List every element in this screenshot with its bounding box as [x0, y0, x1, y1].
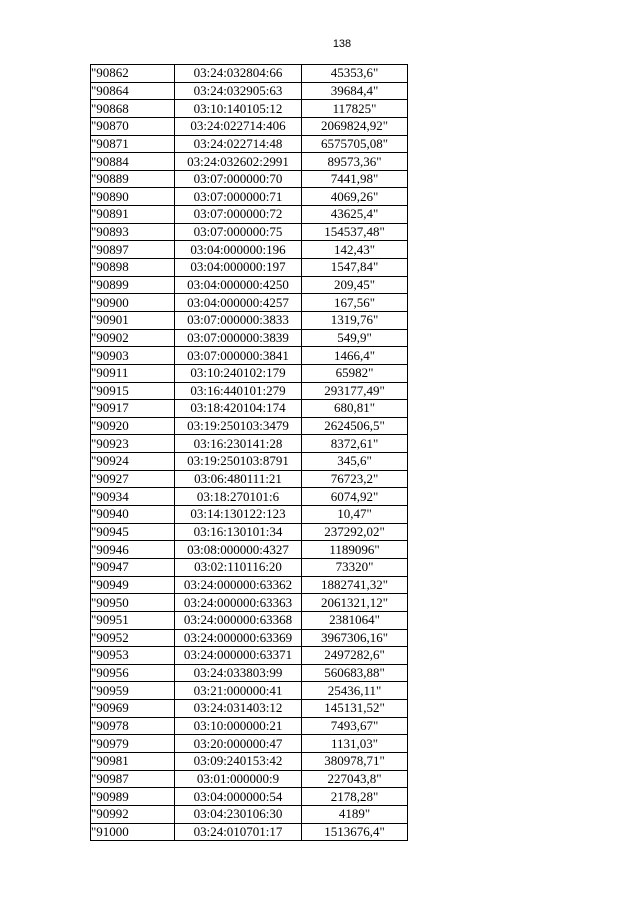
cadastral-number-cell: 03:16:230141:28	[175, 435, 302, 453]
cadastral-number-cell: 03:24:032905:63	[175, 82, 302, 100]
value-cell: 345,6"	[302, 453, 408, 471]
record-number-cell: "90871	[91, 135, 175, 153]
record-number-cell: "90952	[91, 629, 175, 647]
table-row	[91, 788, 408, 806]
record-number-cell: "90890	[91, 188, 175, 206]
table-row	[91, 752, 408, 770]
table-row	[91, 223, 408, 241]
record-number-cell: "90989	[91, 788, 175, 806]
table-row	[91, 700, 408, 718]
table-row	[91, 770, 408, 788]
cadastral-number-cell: 03:24:000000:63369	[175, 629, 302, 647]
table-row	[91, 364, 408, 382]
record-number-cell: "90947	[91, 558, 175, 576]
value-cell: 10,47"	[302, 506, 408, 524]
record-number-cell: "90870	[91, 117, 175, 135]
cadastral-number-cell: 03:24:000000:63363	[175, 594, 302, 612]
cadastral-number-cell: 03:04:000000:196	[175, 241, 302, 259]
record-number-cell: "90901	[91, 311, 175, 329]
value-cell: 1319,76"	[302, 311, 408, 329]
value-cell: 2624506,5"	[302, 417, 408, 435]
value-cell: 1131,03"	[302, 735, 408, 753]
record-number-cell: "90953	[91, 647, 175, 665]
table-row	[91, 629, 408, 647]
value-cell: 1547,84"	[302, 259, 408, 277]
cadastral-number-cell: 03:10:000000:21	[175, 717, 302, 735]
record-number-cell: "90862	[91, 65, 175, 83]
record-number-cell: "90911	[91, 364, 175, 382]
page-number: 138	[332, 38, 352, 50]
record-number-cell: "90864	[91, 82, 175, 100]
record-number-cell: "90915	[91, 382, 175, 400]
table-row	[91, 153, 408, 171]
cadastral-number-cell: 03:16:440101:279	[175, 382, 302, 400]
table-row	[91, 558, 408, 576]
table-row	[91, 100, 408, 118]
table-row	[91, 470, 408, 488]
cadastral-number-cell: 03:24:032804:66	[175, 65, 302, 83]
record-number-cell: "90924	[91, 453, 175, 471]
value-cell: 145131,52"	[302, 700, 408, 718]
value-cell: 2497282,6"	[302, 647, 408, 665]
value-cell: 549,9"	[302, 329, 408, 347]
table-row	[91, 682, 408, 700]
cadastral-number-cell: 03:10:140105:12	[175, 100, 302, 118]
table-row	[91, 329, 408, 347]
table-row	[91, 82, 408, 100]
record-number-cell: "90891	[91, 206, 175, 224]
value-cell: 380978,71"	[302, 752, 408, 770]
cadastral-number-cell: 03:09:240153:42	[175, 752, 302, 770]
value-cell: 89573,36"	[302, 153, 408, 171]
record-number-cell: "90992	[91, 805, 175, 823]
record-number-cell: "90981	[91, 752, 175, 770]
table-row	[91, 170, 408, 188]
value-cell: 237292,02"	[302, 523, 408, 541]
value-cell: 680,81"	[302, 400, 408, 418]
table-row	[91, 311, 408, 329]
table-row	[91, 576, 408, 594]
record-number-cell: "90868	[91, 100, 175, 118]
cadastral-number-cell: 03:24:032602:2991	[175, 153, 302, 171]
record-number-cell: "90897	[91, 241, 175, 259]
record-number-cell: "90978	[91, 717, 175, 735]
record-number-cell: "90899	[91, 276, 175, 294]
cadastral-number-cell: 03:24:031403:12	[175, 700, 302, 718]
value-cell: 2381064"	[302, 611, 408, 629]
cadastral-number-cell: 03:07:000000:3841	[175, 347, 302, 365]
table-row	[91, 823, 408, 841]
cadastral-number-cell: 03:16:130101:34	[175, 523, 302, 541]
cadastral-number-cell: 03:24:022714:406	[175, 117, 302, 135]
cadastral-number-cell: 03:24:010701:17	[175, 823, 302, 841]
value-cell: 560683,88"	[302, 664, 408, 682]
value-cell: 6074,92"	[302, 488, 408, 506]
cadastral-number-cell: 03:18:270101:6	[175, 488, 302, 506]
value-cell: 65982"	[302, 364, 408, 382]
cadastral-number-cell: 03:04:000000:197	[175, 259, 302, 277]
record-number-cell: "90959	[91, 682, 175, 700]
table-row	[91, 523, 408, 541]
record-number-cell: "90900	[91, 294, 175, 312]
table-row	[91, 541, 408, 559]
record-number-cell: "90917	[91, 400, 175, 418]
cadastral-number-cell: 03:04:230106:30	[175, 805, 302, 823]
table-row	[91, 647, 408, 665]
value-cell: 7441,98"	[302, 170, 408, 188]
record-number-cell: "90969	[91, 700, 175, 718]
value-cell: 2061321,12"	[302, 594, 408, 612]
cadastral-number-cell: 03:24:000000:63371	[175, 647, 302, 665]
cadastral-number-cell: 03:07:000000:72	[175, 206, 302, 224]
table-row	[91, 259, 408, 277]
cadastral-number-cell: 03:19:250103:3479	[175, 417, 302, 435]
value-cell: 1882741,32"	[302, 576, 408, 594]
value-cell: 1189096"	[302, 541, 408, 559]
cadastral-number-cell: 03:18:420104:174	[175, 400, 302, 418]
table-row	[91, 400, 408, 418]
record-number-cell: "90889	[91, 170, 175, 188]
table-row	[91, 717, 408, 735]
record-number-cell: "90923	[91, 435, 175, 453]
value-cell: 39684,4"	[302, 82, 408, 100]
value-cell: 117825"	[302, 100, 408, 118]
cadastral-number-cell: 03:02:110116:20	[175, 558, 302, 576]
record-number-cell: "90940	[91, 506, 175, 524]
table-row	[91, 135, 408, 153]
registry-table	[90, 64, 408, 841]
record-number-cell: "90927	[91, 470, 175, 488]
record-number-cell: "90949	[91, 576, 175, 594]
value-cell: 25436,11"	[302, 682, 408, 700]
value-cell: 4069,26"	[302, 188, 408, 206]
table-row	[91, 506, 408, 524]
value-cell: 2178,28"	[302, 788, 408, 806]
cadastral-number-cell: 03:04:000000:54	[175, 788, 302, 806]
cadastral-number-cell: 03:07:000000:70	[175, 170, 302, 188]
table-row	[91, 664, 408, 682]
registry-table-body	[91, 65, 408, 841]
table-row	[91, 488, 408, 506]
value-cell: 76723,2"	[302, 470, 408, 488]
cadastral-number-cell: 03:24:033803:99	[175, 664, 302, 682]
cadastral-number-cell: 03:07:000000:3839	[175, 329, 302, 347]
value-cell: 1513676,4"	[302, 823, 408, 841]
value-cell: 73320"	[302, 558, 408, 576]
cadastral-number-cell: 03:08:000000:4327	[175, 541, 302, 559]
record-number-cell: "90934	[91, 488, 175, 506]
cadastral-number-cell: 03:19:250103:8791	[175, 453, 302, 471]
value-cell: 2069824,92"	[302, 117, 408, 135]
table-row	[91, 735, 408, 753]
table-row	[91, 805, 408, 823]
cadastral-number-cell: 03:24:000000:63362	[175, 576, 302, 594]
table-row	[91, 435, 408, 453]
cadastral-number-cell: 03:10:240102:179	[175, 364, 302, 382]
value-cell: 6575705,08"	[302, 135, 408, 153]
record-number-cell: "90898	[91, 259, 175, 277]
cadastral-number-cell: 03:01:000000:9	[175, 770, 302, 788]
table-row	[91, 611, 408, 629]
cadastral-number-cell: 03:07:000000:71	[175, 188, 302, 206]
record-number-cell: "90893	[91, 223, 175, 241]
table-row	[91, 294, 408, 312]
record-number-cell: "90884	[91, 153, 175, 171]
record-number-cell: "90946	[91, 541, 175, 559]
value-cell: 1466,4"	[302, 347, 408, 365]
value-cell: 45353,6"	[302, 65, 408, 83]
record-number-cell: "90945	[91, 523, 175, 541]
value-cell: 154537,48"	[302, 223, 408, 241]
cadastral-number-cell: 03:06:480111:21	[175, 470, 302, 488]
cadastral-number-cell: 03:21:000000:41	[175, 682, 302, 700]
table-row	[91, 188, 408, 206]
table-row	[91, 206, 408, 224]
cadastral-number-cell: 03:24:022714:48	[175, 135, 302, 153]
value-cell: 293177,49"	[302, 382, 408, 400]
table-row	[91, 594, 408, 612]
value-cell: 167,56"	[302, 294, 408, 312]
table-row	[91, 382, 408, 400]
value-cell: 142,43"	[302, 241, 408, 259]
record-number-cell: "90951	[91, 611, 175, 629]
record-number-cell: "90950	[91, 594, 175, 612]
record-number-cell: "90956	[91, 664, 175, 682]
table-row	[91, 417, 408, 435]
record-number-cell: "90979	[91, 735, 175, 753]
cadastral-number-cell: 03:24:000000:63368	[175, 611, 302, 629]
value-cell: 8372,61"	[302, 435, 408, 453]
table-row	[91, 276, 408, 294]
value-cell: 209,45"	[302, 276, 408, 294]
table-row	[91, 65, 408, 83]
value-cell: 43625,4"	[302, 206, 408, 224]
value-cell: 227043,8"	[302, 770, 408, 788]
cadastral-number-cell: 03:07:000000:75	[175, 223, 302, 241]
table-row	[91, 347, 408, 365]
cadastral-number-cell: 03:20:000000:47	[175, 735, 302, 753]
cadastral-number-cell: 03:14:130122:123	[175, 506, 302, 524]
value-cell: 7493,67"	[302, 717, 408, 735]
value-cell: 4189"	[302, 805, 408, 823]
record-number-cell: "91000	[91, 823, 175, 841]
record-number-cell: "90987	[91, 770, 175, 788]
record-number-cell: "90920	[91, 417, 175, 435]
record-number-cell: "90902	[91, 329, 175, 347]
cadastral-number-cell: 03:04:000000:4257	[175, 294, 302, 312]
table-row	[91, 241, 408, 259]
table-row	[91, 453, 408, 471]
cadastral-number-cell: 03:04:000000:4250	[175, 276, 302, 294]
cadastral-number-cell: 03:07:000000:3833	[175, 311, 302, 329]
value-cell: 3967306,16"	[302, 629, 408, 647]
record-number-cell: "90903	[91, 347, 175, 365]
table-row	[91, 117, 408, 135]
